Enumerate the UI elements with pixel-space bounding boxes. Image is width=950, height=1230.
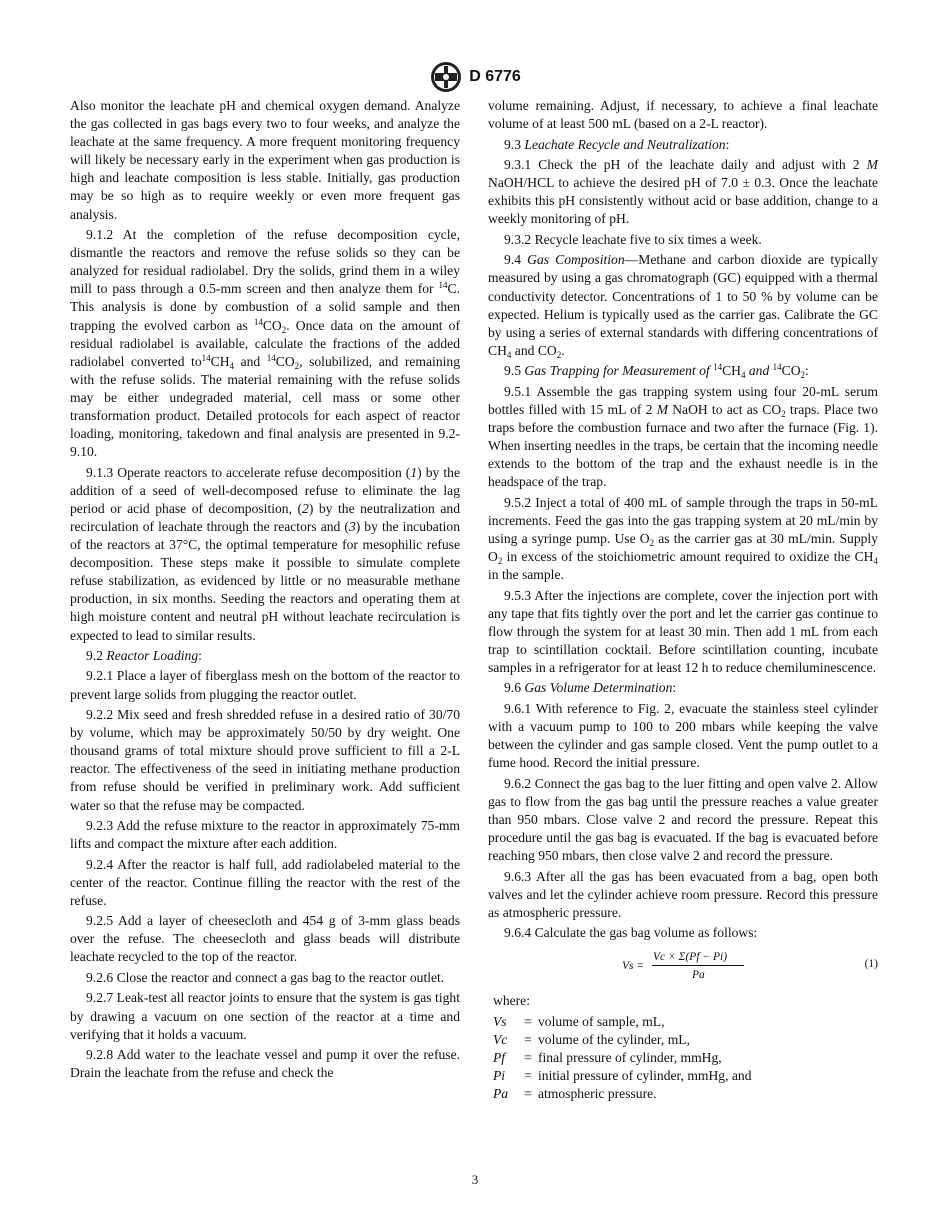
paragraph-9-5-2: 9.5.2 Inject a total of 400 mL of sample through the traps in 50-mL increments. Feed the gas into the gas trapping system at 20 mL/min by using a syringe pump. Use $O_2$ as the carrier gas at 30 mL/min. Supply $O_2$ in excess of the stoichiometric amount required to oxidize the $CH_4$ in the sample.: [488, 494, 878, 583]
standard-number: D 6776: [469, 68, 521, 85]
left-column: [70, 97, 460, 1085]
equation-denominator: Pa: [692, 969, 705, 982]
definition-row: Vs = volume of sample, mL,: [493, 1013, 665, 1029]
paragraph-9-2-6: 9.2.6 Close the reactor and connect a gas bag to the reactor outlet.: [86, 969, 445, 985]
paragraph-9-2-5: 9.2.5 Add a layer of cheesecloth and 454 g of 3-mm glass beads over the refuse. The cheesecloth and glass beads will distribute leachate recycled to the top of the reactor.: [70, 913, 460, 965]
paragraph-9-2-8: 9.2.8 Add water to the leachate vessel and pump it over the refuse. Drain the leachate from the refuse and check the: [70, 1047, 460, 1081]
equation-lhs: Vs =: [622, 960, 645, 973]
astm-logo-icon: [429, 60, 463, 94]
section-heading-9-6: 9.6 Gas Volume Determination:: [504, 680, 677, 696]
definition-row: Pf = final pressure of cylinder, mmHg,: [493, 1049, 722, 1065]
paragraph-continuation: Also monitor the leachate pH and chemical oxygen demand. Analyze the gas collected in gas bags every two to four weeks, and analyze the leachate at the same frequency. A more frequent monitoring frequency will likely be necessary early in the experiment when gas production is high and leachate composition is less stable. Initially, gas production may be so high as to require weekly or even more frequent gas analysis.: [70, 98, 460, 222]
section-heading-9-2: 9.2 Reactor Loading:: [86, 647, 202, 663]
where-label: where:: [493, 993, 530, 1009]
right-column: [488, 97, 878, 1103]
section-heading-9-5: 9.5 Gas Trapping for Measurement of $^{14}CH_4$ and $^{14}CO_2$:: [504, 362, 809, 381]
paragraph-9-2-3: 9.2.3 Add the refuse mixture to the reactor in approximately 75-mm lifts and compact the mixture after each addition.: [70, 818, 460, 852]
paragraph-9-2-7: 9.2.7 Leak-test all reactor joints to ensure that the system is gas tight by drawing a vacuum on one section of the reactor at a time and verifying that it holds a vacuum.: [70, 990, 460, 1042]
equation-1: [488, 946, 878, 988]
paragraph-9-3-2: 9.3.2 Recycle leachate five to six times a week.: [504, 231, 762, 247]
definition-row: Vc = volume of the cylinder, mL,: [493, 1031, 690, 1047]
variable-definitions: [493, 1013, 752, 1103]
paragraph-9-1-2: 9.1.2 At the completion of the refuse decomposition cycle, dismantle the reactors and remove the refuse solids so they can be analyzed for residual radiolabel. Dry the solids, grind them in a wiley mill to pass through a 0.5-mm screen and then analyze them for $^{14}$C. This analysis is done by combustion of a solid sample and then trapping the evolved carbon as $^{14}CO_2$. Once data on the amount of residual radiolabel is available, calculate the fractions of the added radiolabel converted $to^{14}CH_4$ and $^{14}CO_2$, solubilized, and remaining with the refuse solids. The material remaining with the refuse solids may be either undegraded material, cell mass or some other transformation product. Detailed protocols for each aspect of reactor loading, monitoring, takedown and final analysis are presented in 9.2-9.10.: [70, 227, 460, 460]
paragraph-9-4: 9.4 Gas Composition—Methane and carbon dioxide are typically measured by using a gas chromatograph (GC) equipped with a thermal conductivity detector. Concentrations of 1 to 50 % by volume can be expected. Helium is typically used as the carrier gas. Calibrate the GC by using a series of external standards with differing concentrations of $CH_4$ and $CO_2$.: [488, 252, 878, 360]
equation-numerator: Vc × Σ(Pf − Pi): [653, 951, 728, 964]
paragraph-9-2-2: 9.2.2 Mix seed and fresh shredded refuse in a desired ratio of 30/70 by volume, which may be approximately 50/50 by dry weight. One thousand grams of total mixture should prove sufficient to fill a 2-L reactor. The effectiveness of the seed in initiating methane production from refuse should be verified in preliminary work. Add sufficient water so that the refuse may be compacted.: [70, 707, 460, 813]
paragraph-9-5-3: 9.5.3 After the injections are complete, cover the injection port with any tape that fits tightly over the port and let the carrier gas continue to flow through the system for at least 30 min. Then add 1 mL from each trap to scintillation cocktail. Before scintillation counting, incubate samples in a refrigerator for at least 12 h to reduce chemiluminescence.: [488, 587, 878, 675]
definition-row: Pi = initial pressure of cylinder, mmHg, and: [493, 1068, 752, 1084]
paragraph-9-6-3: 9.6.3 After all the gas has been evacuated from a bag, open both valves and let the cylinder achieve room pressure. Record this pressure as atmospheric pressure.: [488, 868, 878, 920]
paragraph-9-3-1: 9.3.1 Check the pH of the leachate daily and adjust with 2 M NaOH/HCL to achieve the desired pH of 7.0 ± 0.3. Once the leachate exhibits this pH consistently without acid or base addition, change to a weekly monitoring of pH.: [488, 157, 878, 227]
section-heading-9-3: 9.3 Leachate Recycle and Neutralization:: [504, 136, 730, 152]
paragraph-9-2-1: 9.2.1 Place a layer of fiberglass mesh on the bottom of the reactor to prevent large solids from plugging the reactor outlet.: [70, 668, 460, 702]
paragraph-continuation: volume remaining. Adjust, if necessary, to achieve a final leachate volume of at least 500 mL (based on a 2-L reactor).: [488, 98, 878, 132]
equation-number: (1): [864, 958, 878, 971]
paragraph-9-6-1: 9.6.1 With reference to Fig. 2, evacuate the stainless steel cylinder with a vacuum pump to 100 to 200 mbars while keeping the valve between the cylinder and gas sample closed. Vent the pump outlet to a fume hood. Record the initial pressure.: [488, 700, 878, 771]
page-number: 3: [471, 1172, 479, 1187]
definition-row: Pa = atmospheric pressure.: [493, 1086, 657, 1102]
paragraph-9-2-4: 9.2.4 After the reactor is half full, add radiolabeled material to the center of the reactor. Continue filling the reactor with the rest of the refuse.: [70, 856, 460, 908]
page-header: [0, 60, 950, 94]
paragraph-9-6-4: 9.6.4 Calculate the gas bag volume as follows:: [504, 925, 758, 941]
paragraph-9-1-3: 9.1.3 Operate reactors to accelerate refuse decomposition (1) by the addition of a seed of well-decomposed refuse to eliminate the lag period or acid phase of decomposition, (2) by the neutralization and recirculation of leachate through the reactors and (3) by the incubation of the reactors at 37°C, the optimal temperature for mesophilic refuse decomposition. These steps make it possible to simulate complete refuse stabilization, as evidenced by little or no measurable methane production, in six months. Seeding the reactors and operating them at high moisture content and neutral pH without leachate recirculation is expected to lead to similar results.: [70, 464, 461, 643]
paragraph-9-5-1: 9.5.1 Assemble the gas trapping system using four 20-mL serum bottles filled with 15 mL of 2 M NaOH to act as $CO_2$ traps. Place two traps before the combustion furnace and two after the furnace (Fig. 1). When inserting needles in the traps, be certain that the incoming needle extends to the bottom of the trap and the exhaust needle is in the headspace of the trap.: [488, 383, 878, 490]
paragraph-9-6-2: 9.6.2 Connect the gas bag to the luer fitting and open valve 2. Allow gas to flow from the gas bag until the pressure reaches a value greater than 950 mbars. Close valve 2 and record the pressure. Repeat this procedure until the gas bag is evacuated. If the bag is evacuated before reaching 950 mbars, then close valve 2 and record the pressure.: [488, 775, 878, 864]
